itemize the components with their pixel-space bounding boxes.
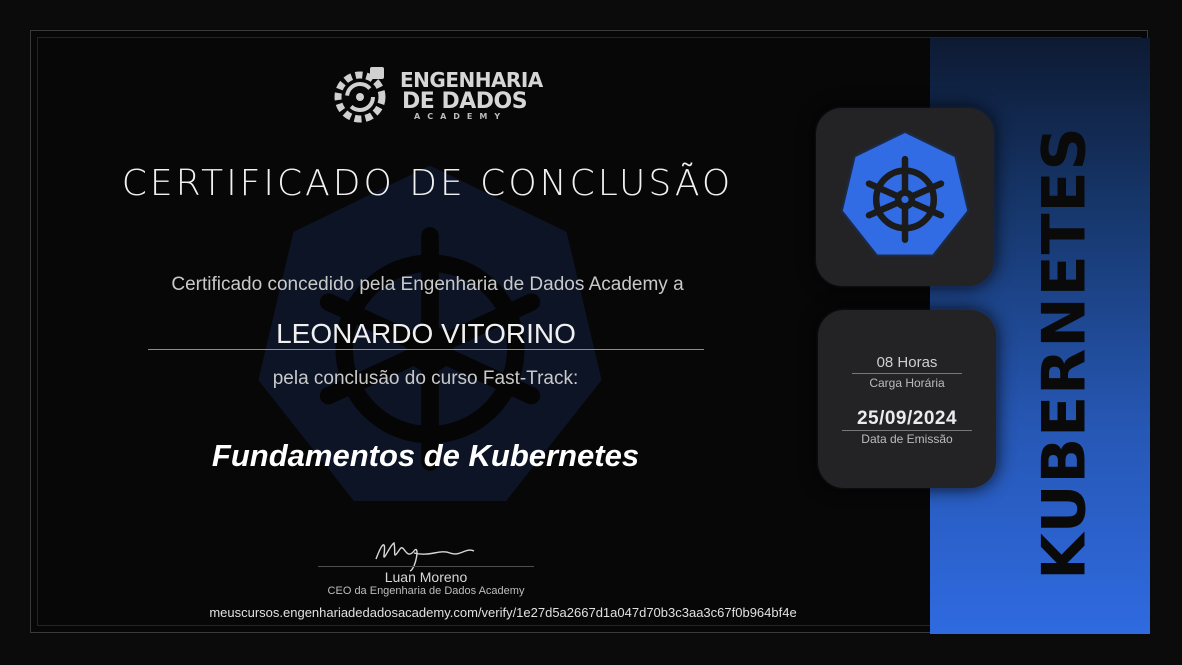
band-title [1030, 83, 1101, 623]
signer-role: CEO da Engenharia de Dados Academy [327, 585, 525, 597]
granted-text: Certificado concedido pela Engenharia de Dados Academy a [171, 274, 684, 295]
completion-text: pela conclusão do curso Fast-Track: [272, 368, 579, 389]
course-info-card [818, 310, 996, 488]
signature-icon [370, 533, 480, 573]
signature-line [318, 566, 534, 567]
issue-date-label: Data de Emissão [861, 432, 953, 446]
logo-line-1: ENGENHARIA [400, 68, 543, 92]
hours-divider [852, 373, 962, 374]
issue-date-divider [842, 430, 972, 431]
hours-label: Carga Horária [869, 376, 945, 390]
certificate-title: CERTIFICADO DE CONCLUSÃO [121, 163, 734, 204]
kubernetes-icon-card [816, 108, 994, 286]
signer-name: Luan Moreno [384, 569, 468, 585]
verify-url[interactable]: meuscursos.engenhariadedadosacademy.com/verify/1e27d5a2667d1a047d70b3c3aa3c67f0b964bf4e [209, 605, 797, 620]
band-title-text: KUBERNETES [1030, 126, 1101, 580]
hours-value: 08 Horas [876, 354, 938, 371]
course-name: Fundamentos de Kubernetes [211, 438, 640, 473]
logo-line-3: ACADEMY [414, 112, 508, 121]
kubernetes-icon [833, 126, 977, 270]
student-name-underline [148, 349, 704, 350]
issue-date: 25/09/2024 [856, 408, 958, 429]
academy-logo-text [400, 70, 543, 122]
logo-line-2: DE DADOS [402, 89, 528, 114]
student-name: LEONARDO VITORINO [276, 318, 576, 349]
